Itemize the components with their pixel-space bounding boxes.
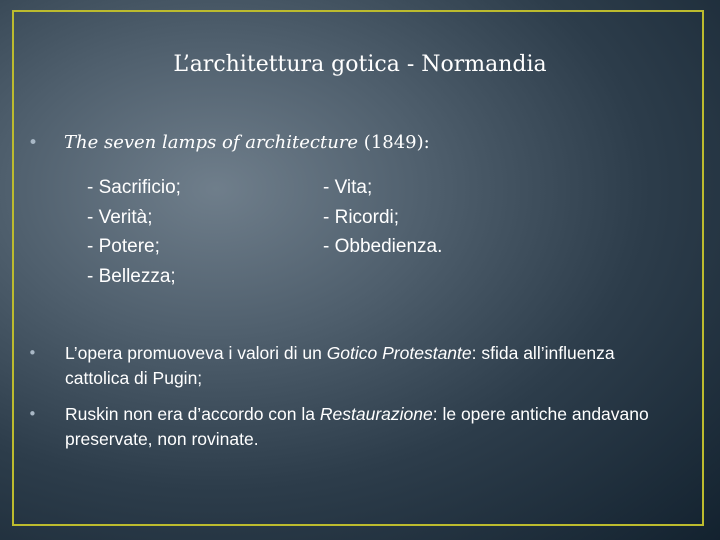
- bullet-text-italic: Restaurazione: [319, 404, 433, 424]
- lamps-left-column: [87, 173, 181, 291]
- bullet-icon: •: [28, 133, 39, 153]
- lamp-item: - Ricordi;: [323, 206, 400, 228]
- bullet-text-post: : le opere antiche andavano preservate, non rovinate.: [65, 404, 649, 449]
- bullet-icon: •: [28, 344, 37, 362]
- lamp-item: - Vita;: [323, 177, 373, 198]
- lamp-item: - Bellezza;: [87, 265, 176, 287]
- bullet-restoration: [28, 402, 678, 452]
- bullet-icon: •: [28, 405, 37, 423]
- lamp-item: - Sacrificio;: [87, 177, 181, 198]
- bullet-text-pre: L’opera promuoveva i valori di un: [65, 343, 327, 363]
- lamp-item: - Potere;: [87, 236, 160, 257]
- bullet-text-post: : sfida all’influenza cattolica di Pugin;: [65, 343, 615, 388]
- bullet-text-italic: Gotico Protestante: [326, 343, 472, 363]
- book-year: (1849):: [358, 132, 430, 153]
- bullet-seven-lamps: [28, 132, 430, 153]
- lamp-item: - Verità;: [87, 206, 153, 228]
- lamp-item: - Obbedienza.: [323, 236, 443, 257]
- bullet-protestant-gothic: [28, 341, 678, 391]
- slide-title: L’architettura gotica - Normandia: [173, 52, 547, 77]
- bullet-text-pre: Ruskin non era d’accordo con la: [65, 404, 320, 424]
- lamps-right-column: [323, 173, 442, 262]
- book-title: The seven lamps of architecture: [64, 132, 359, 153]
